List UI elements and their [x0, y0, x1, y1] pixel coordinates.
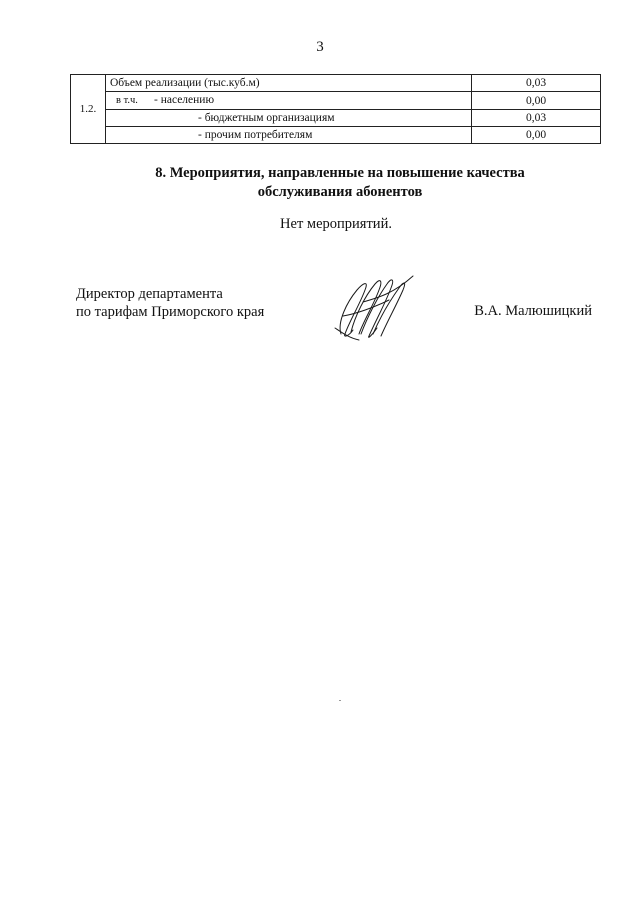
- table-label-cell: [106, 110, 472, 127]
- signatory-name: В.А. Малюшицкий: [474, 303, 592, 319]
- section-heading-line: 8. Мероприятия, направленные на повышение качества: [155, 165, 525, 181]
- row-label: - бюджетным организациям: [198, 112, 335, 124]
- table-row: [71, 110, 601, 127]
- position-line: по тарифам Приморского края: [76, 304, 265, 320]
- table-label-cell: [106, 127, 472, 144]
- row-label: Объем реализации (тыс.куб.м): [110, 77, 260, 89]
- handwritten-signature: [333, 272, 415, 342]
- scan-speck: [339, 700, 341, 701]
- table-label-cell: [106, 92, 472, 110]
- table-row: [71, 92, 601, 110]
- section-body: Нет мероприятий.: [280, 216, 392, 232]
- section-heading: [0, 164, 640, 202]
- row-prefix: в т.ч.: [116, 95, 138, 106]
- row-label: - населению: [154, 94, 215, 106]
- position-line: Директор департамента: [76, 286, 223, 302]
- table-value-cell: 0,03: [472, 75, 601, 92]
- table-value-cell: 0,00: [472, 127, 601, 144]
- table-label-cell: [106, 75, 472, 92]
- table-value-cell: 0,00: [472, 92, 601, 110]
- table-row: [71, 75, 601, 92]
- table-value-cell: 0,03: [472, 110, 601, 127]
- row-label: - прочим потребителям: [198, 129, 313, 141]
- sales-volume-table: [70, 74, 601, 144]
- row-number-cell: 1.2.: [71, 75, 106, 144]
- signatory-position: [76, 285, 264, 321]
- section-heading-line: обслуживания абонентов: [257, 184, 423, 200]
- table-row: [71, 127, 601, 144]
- page-number: 3: [316, 39, 324, 55]
